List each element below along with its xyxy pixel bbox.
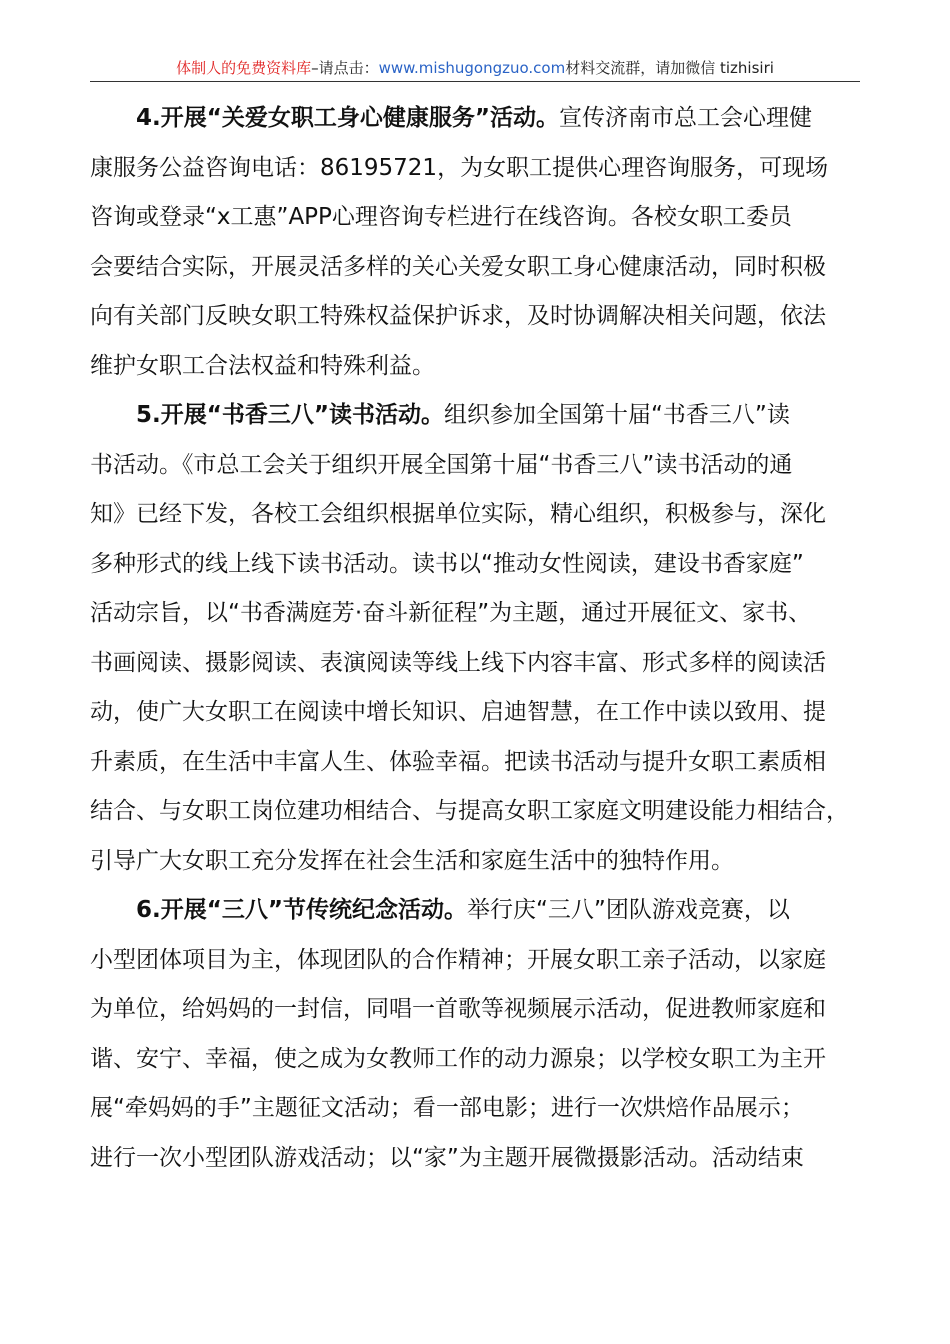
paragraph-5-line-7: 动，使广大女职工在阅读中增长知识、启迪智慧，在工作中读以致用、提: [90, 699, 826, 725]
paragraph-5-line-10: 引导广大女职工充分发挥在社会生活和家庭生活中的独特作用。: [90, 847, 734, 874]
paragraph-5-line-5: 活动宗旨，以“书香满庭芳·奋斗新征程”为主题，通过开展征文、家书、: [90, 600, 812, 626]
paragraph-6-line-5: 展“牵妈妈的手”主题征文活动；看一部电影；进行一次烘焙作品展示；: [90, 1095, 804, 1121]
header-brand: 体制人的免费资料库: [176, 59, 312, 77]
paragraph-5-line-6: 书画阅读、摄影阅读、表演阅读等线上线下内容丰富、形式多样的阅读活: [90, 649, 826, 676]
header-divider: [90, 81, 860, 82]
paragraph-4-line-3: 咨询或登录“x工惠”APP心理咨询专栏进行在线咨询。各校女职工委员: [90, 204, 792, 230]
paragraph-4-line-6: 维护女职工合法权益和特殊利益。: [90, 352, 435, 379]
paragraph-6-line-2: 小型团体项目为主，体现团队的合作精神；开展女职工亲子活动，以家庭: [90, 946, 826, 973]
paragraph-4-line-5: 向有关部门反映女职工特殊权益保护诉求，及时协调解决相关问题，依法: [90, 303, 826, 329]
document-body: [90, 94, 860, 1183]
paragraph-4-heading: 4.开展“关爱女职工身心健康服务”活动。: [136, 105, 559, 131]
paragraph-4-line-4: 会要结合实际，开展灵活多样的关心关爱女职工身心健康活动，同时积极: [90, 253, 826, 280]
paragraph-6-heading: 6.开展“三八”节传统纪念活动。: [136, 897, 467, 923]
paragraph-5-line-8: 升素质，在生活中丰富人生、体验幸福。把读书活动与提升女职工素质相: [90, 748, 826, 775]
paragraph-6-line-1: 6.开展“三八”节传统纪念活动。举行庆“三八”团队游戏竞赛，以: [136, 897, 790, 923]
paragraph-5-line-4: 多种形式的线上线下读书活动。读书以“推动女性阅读，建设书香家庭”: [90, 550, 804, 577]
paragraph-4-line-2: 康服务公益咨询电话：86195721，为女职工提供心理咨询服务，可现场: [90, 154, 829, 181]
header-prompt: –请点击：: [311, 59, 379, 77]
paragraph-5-line-1: 5.开展“书香三八”读书活动。组织参加全国第十届“书香三八”读: [136, 402, 790, 428]
paragraph-6-line-6: 进行一次小型团队游戏活动；以“家”为主题开展微摄影活动。活动结束: [90, 1144, 804, 1171]
paragraph-5-line-9: 结合、与女职工岗位建功相结合、与提高女职工家庭文明建设能力相结合，: [90, 798, 849, 824]
paragraph-6-line-3: 为单位，给妈妈的一封信，同唱一首歌等视频展示活动，促进教师家庭和: [90, 996, 826, 1022]
paragraph-5-line-3: 知》已经下发，各校工会组织根据单位实际，精心组织，积极参与，深化: [90, 501, 826, 527]
paragraph-4-line-1: 4.开展“关爱女职工身心健康服务”活动。宣传济南市总工会心理健: [136, 105, 812, 131]
header-note: 材料交流群，请加微信 tizhisiri: [565, 59, 774, 77]
paragraph-5-heading: 5.开展“书香三八”读书活动。: [136, 402, 444, 428]
header-url-link[interactable]: www.mishugongzuo.com: [378, 59, 566, 77]
paragraph-6-line-4: 谐、安宁、幸福，使之成为女教师工作的动力源泉；以学校女职工为主开: [90, 1045, 826, 1072]
paragraph-5-line-2: 书活动。《市总工会关于组织开展全国第十届“书香三八”读书活动的通: [90, 451, 793, 478]
page-header: [90, 56, 860, 80]
